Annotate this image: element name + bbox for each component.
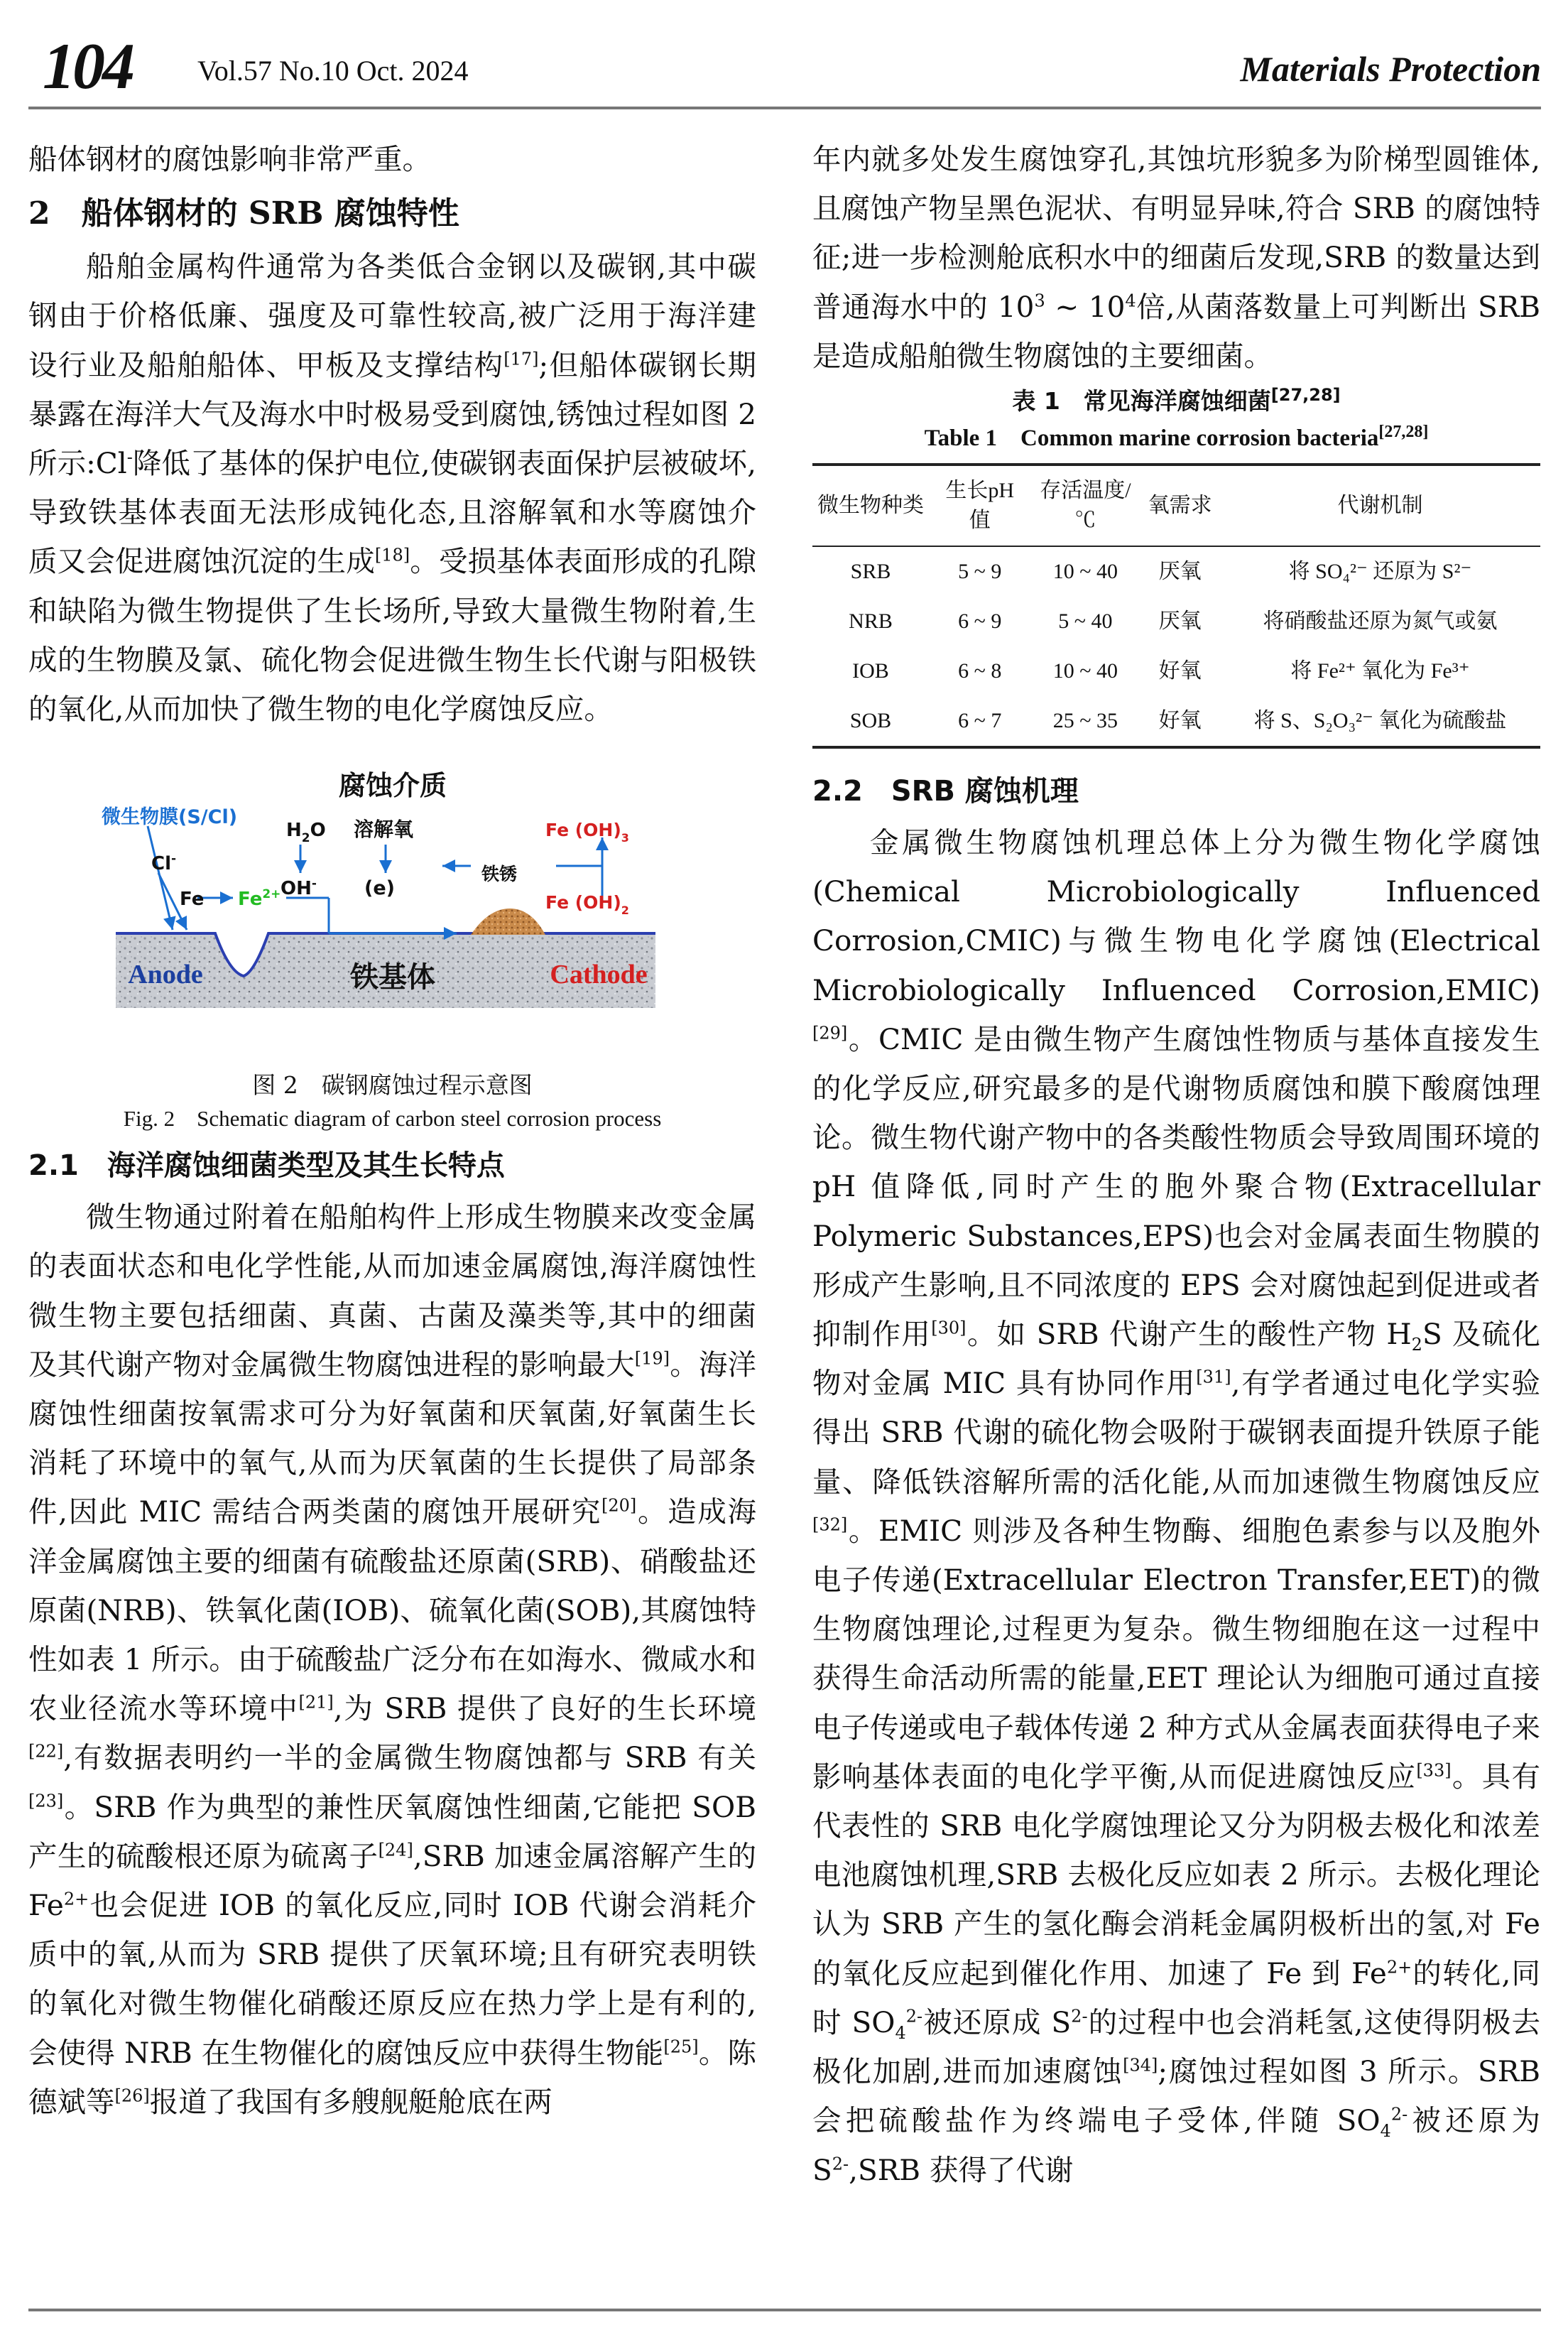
svg-text:OH-: OH- [280,877,317,900]
issue-info: Vol.57 No.10 Oct. 2024 [197,55,469,87]
journal-name: Materials Protection [1240,49,1541,89]
figure-2 [73,766,712,1058]
table-header: 生长pH 值 [929,465,1031,546]
paragraph: 船舶金属构件通常为各类低合金钢以及碳钢,其中碳钢由于价格低廉、强度及可靠性较高,被广泛用于海洋建设行业及船舶船体、甲板及支撑结构[17];但船体碳钢长期暴露在海洋大气及海水中时极易受到腐蚀,锈蚀过程如图 2 所示:Cl-降低了基体的保护电位,使碳钢表面保护层被破坏,导致铁基体表面无法形成钝化态,且溶解氧和水等腐蚀介质又会促进腐蚀沉淀的生成[18]。受损基体表面形成的孔隙和缺陷为微生物提供了生长场所,导致大量微生物附着,生成的生物膜及氯、硫化物会促进微生物生长代谢与阳极铁的氧化,从而加快了微生物的电化学腐蚀反应。 [28,249,757,727]
svg-text:Cl-: Cl- [151,852,176,875]
fig-label-biofilm: 微生物膜(S/Cl) [101,806,237,829]
section-heading: 2 船体钢材的 SRB 腐蚀特性 [28,195,459,232]
fig-label-electron: (e) [364,877,395,900]
paragraph: 金属微生物腐蚀机理总体上分为微生物化学腐蚀(Chemical Microbiologically Influenced Corrosion,CMIC)与微生物电化学腐蚀(Electrical Microbiologically Influenced Corrosion,EMIC)[29]。CMIC 是由微生物产生腐蚀性物质与基体直接发生的化学反应,研究最多的是代谢物质腐蚀和膜下酸腐蚀理论。微生物代谢产物中的各类酸性物质会导致周围环境的 pH 值降低,同时产生的胞外聚合物(Extracellular Polymeric Substances,EPS)也会对金属表面生物膜的形成产生影响,且不同浓度的 EPS 会对腐蚀起到促进或者抑制作用[30]。如 SRB 代谢产生的酸性产物 $H_2S$ 及硫化物对金属 MIC 具有协同作用[31],有学者通过电化学实验得出 SRB 代谢的硫化物会吸附于碳钢表面提升铁原子能量、降低铁溶解所需的活化能,从而加速微生物腐蚀反应[32]。EMIC 则涉及各种生物酶、细胞色素参与以及胞外电子传递(Extracellular Electron Transfer,EET)的微生物腐蚀理论,过程更为复杂。微生物细胞在这一过程中获得生命活动所需的能量,EET 理论认为细胞可通过直接电子传递或电子载体传递 2 种方式从金属表面获得电子来影响基体表面的电化学平衡,从而促进腐蚀反应[33]。具有代表性的 SRB 电化学腐蚀理论又分为阴极去极化和浓差电池腐蚀机理,SRB 去极化反应如表 2 所示。去极化理论认为 SRB 产生的氢化酶会消耗金属阴极析出的氢,对 Fe 的氧化反应起到催化作用、加速了 Fe 到 $Fe^{2+}$的转化,同时 $SO_4^{2-}$被还原成 $S^{2-}$的过程中也会消耗氢,这使得阴极去极化加剧,进而加速腐蚀[34];腐蚀过程如图 3 所示。SRB 会把硫酸盐作为终端电子受体,伴随 $SO_4^{2-}$被还原为 $S^{2-},SRB$ 获得了代谢 [812,825,1541,2187]
citation: [17] [503,349,539,369]
left-column [28,135,756,2127]
fig-label-matrix: 铁基体 [349,961,435,994]
table-header: 氧需求 [1140,465,1220,546]
fig-label-fe: Fe [179,889,204,911]
table-row: SRB 5 ~ 9 10 ~ 40 厌氧 将 SO₄²⁻ 还原为 S²⁻ [850,560,1472,584]
fig-label-anode: Anode [127,960,203,990]
table-header-row [812,465,1540,546]
subsection-heading: 2.1 海洋腐蚀细菌类型及其生长特点 [28,1149,505,1183]
header-rule [28,107,1541,109]
svg-text:Fe (OH)3: Fe $(OH)_3$ [545,820,629,845]
paragraph: 船体钢材的腐蚀影响非常严重。 [28,142,431,176]
figure-caption-cn: 图 2 碳钢腐蚀过程示意图 [252,1071,533,1100]
table-header: 存活温度/℃ [1031,465,1140,546]
table-header: 代谢机制 [1220,465,1540,546]
figure-caption-en: Fig. 2 Schematic diagram of carbon steel corrosion process [123,1106,662,1132]
table-caption-cn: 表 1 常见海洋腐蚀细菌[27,28] [1012,385,1341,416]
page-header [28,28,1541,114]
table-header: 微生物种类 [812,465,929,546]
svg-text:H2O: $H_2O$ [285,820,326,846]
page-number: 104 [43,30,132,102]
fig-title: 腐蚀介质 [338,770,447,802]
right-column [812,135,1540,2195]
subsection-heading: 2.2 SRB 腐蚀机理 [812,775,1079,808]
table-caption-en: Table 1 Common marine corrosion bacteria[27,28] [924,423,1429,452]
table-row: SOB 6 ~ 7 25 ~ 35 好氧 将 S、S₂O₃²⁻ 氧化为硫酸盐 [812,696,1540,747]
svg-text:Fe (OH)2: Fe $(OH)_2$ [545,892,629,918]
fig-label-oxygen: 溶解氧 [353,818,413,842]
citation: [18] [374,545,410,565]
fig-label-rust: 铁锈 [481,864,517,885]
footer-rule [28,2309,1541,2311]
table-row: NRB 6 ~ 9 5 ~ 40 厌氧 将硝酸盐还原为氮气或氨 [849,609,1498,634]
corrosion-diagram [73,766,712,1058]
svg-text:Fe2+: $Fe^{2+}$ [237,887,281,911]
paragraph: 年内就多处发生腐蚀穿孔,其蚀坑形貌多为阶梯型圆锥体,且腐蚀产物呈黑色泥状、有明显异味,符合 SRB 的腐蚀特征;进一步检测舱底积水中的细菌后发现,SRB 的数量达到普通海水中的 $10^3$ ~ $10^4$倍,从菌落数量上可判断出 SRB 是造成船舶微生物腐蚀的主要细菌。 [812,142,1540,373]
fig-label-cathode: Cathode [549,960,648,990]
paragraph: 微生物通过附着在船舶构件上形成生物膜来改变金属的表面状态和电化学性能,从而加速金属腐蚀,海洋腐蚀性微生物主要包括细菌、真菌、古菌及藻类等,其中的细菌及其代谢产物对金属微生物腐蚀进程的影响最大[19]。海洋腐蚀性细菌按氧需求可分为好氧菌和厌氧菌,好氧菌生长消耗了环境中的氧气,从而为厌氧菌的生长提供了局部条件,因此 MIC 需结合两类菌的腐蚀开展研究[20]。造成海洋金属腐蚀主要的细菌有硫酸盐还原菌(SRB)、硝酸盐还原菌(NRB)、铁氧化菌(IOB)、硫氧化菌(SOB),其腐蚀特性如表 1 所示。由于硫酸盐广泛分布在如海水、微咸水和农业径流水等环境中[21],为 SRB 提供了良好的生长环境[22],有数据表明约一半的金属微生物腐蚀都与 SRB 有关[23]。SRB 作为典型的兼性厌氧腐蚀性细菌,它能把 SOB 产生的硫酸根还原为硫离子[24],SRB 加速金属溶解产生的 $Fe^{2+}$也会促进 IOB 的氧化反应,同时 IOB 代谢会消耗介质中的氧,从而为 SRB 提供了厌氧环境;且有研究表明铁的氧化对微生物催化硝酸还原反应在热力学上是有利的,会使得 NRB 在生物催化的腐蚀反应中获得生物能[25]。陈德斌等[26]报道了我国有多艘舰艇舱底在两 [28,1200,757,2119]
bacteria-table [812,463,1540,749]
table-row: IOB 6 ~ 8 10 ~ 40 好氧 将 Fe²⁺ 氧化为 Fe³⁺ [852,659,1470,683]
